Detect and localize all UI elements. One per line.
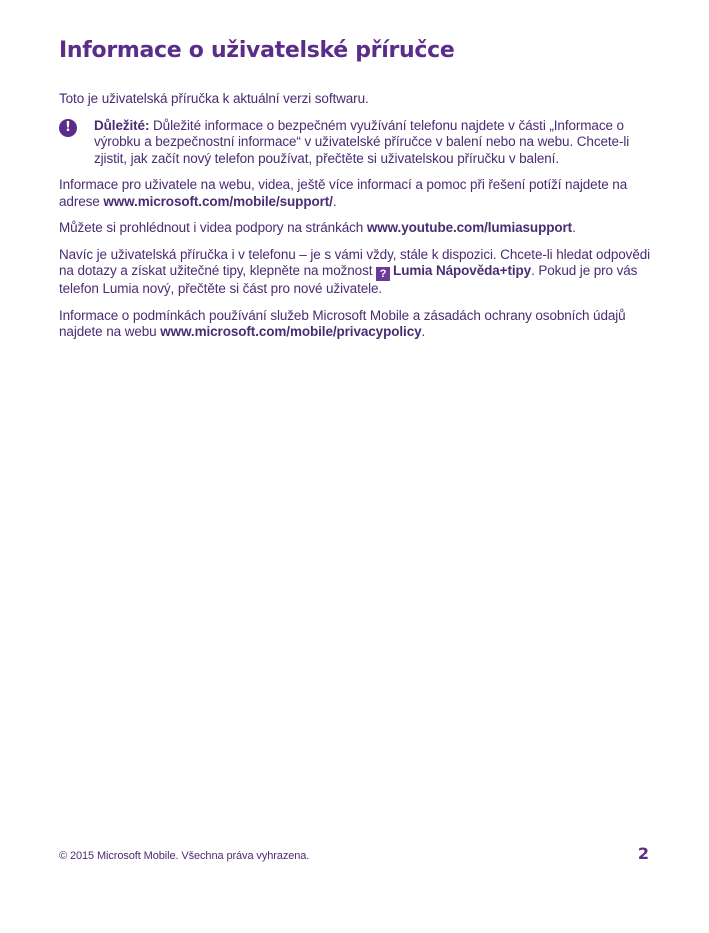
- important-label: Důležité:: [94, 117, 150, 133]
- phone-guide-paragraph: [59, 247, 659, 298]
- page-footer: [59, 844, 649, 863]
- page-title: Informace o uživatelské příručce: [59, 38, 455, 63]
- videos-paragraph: [59, 220, 659, 237]
- exclamation-icon: !: [59, 119, 77, 137]
- help-icon: ?: [376, 267, 390, 281]
- lumia-help-app-name: Lumia Nápověda+tipy: [393, 263, 532, 278]
- privacy-text: Informace o podmínkách používání služeb Microsoft Mobile a zásadách ochrany osobních údajů najdete na webu: [59, 307, 626, 339]
- support-paragraph: [59, 177, 659, 210]
- youtube-link[interactable]: www.youtube.com/lumiasupport: [366, 220, 573, 235]
- page-number: 2: [637, 844, 649, 863]
- intro-paragraph: Toto je uživatelská příručka k aktuální verzi softwaru.: [59, 91, 369, 106]
- privacy-text-end: .: [421, 324, 426, 339]
- important-note-text: [94, 118, 659, 168]
- support-link[interactable]: www.microsoft.com/mobile/support/: [103, 193, 333, 209]
- support-text: Informace pro uživatele na webu, videa, ještě více informací a pomoc při řešení potíží najdete na adrese: [59, 177, 628, 209]
- privacy-paragraph: [59, 308, 659, 341]
- page-content: [59, 36, 659, 341]
- phone-guide-text-end: . Pokud je pro vás telefon Lumia nový, přečtěte si část pro nové uživatele.: [59, 263, 638, 296]
- important-body: Důležité informace o bezpečném využívání telefonu najdete v části „Informace o výrobku a bezpečnostní informace“ v uživatelské příručce v balení nebo na webu. Chcete-li zjistit, jak začít nový telefon používat, přečtěte si uživatelskou příručku v balení.: [94, 117, 630, 166]
- videos-text: Můžete si prohlédnout i videa podpory na stránkách: [59, 220, 367, 235]
- phone-guide-text: Navíc je uživatelská příručka i v telefonu – je s vámi vždy, stále k dispozici. Chcete-li hledat odpovědi na dotazy a získat užitečné tipy, klepněte na možnost: [59, 246, 651, 278]
- videos-text-end: .: [572, 220, 576, 235]
- important-note: [59, 118, 659, 168]
- copyright-text: © 2015 Microsoft Mobile. Všechna práva vyhrazena.: [59, 850, 310, 862]
- privacy-link[interactable]: www.microsoft.com/mobile/privacypolicy: [160, 324, 422, 339]
- support-text-end: .: [332, 193, 337, 209]
